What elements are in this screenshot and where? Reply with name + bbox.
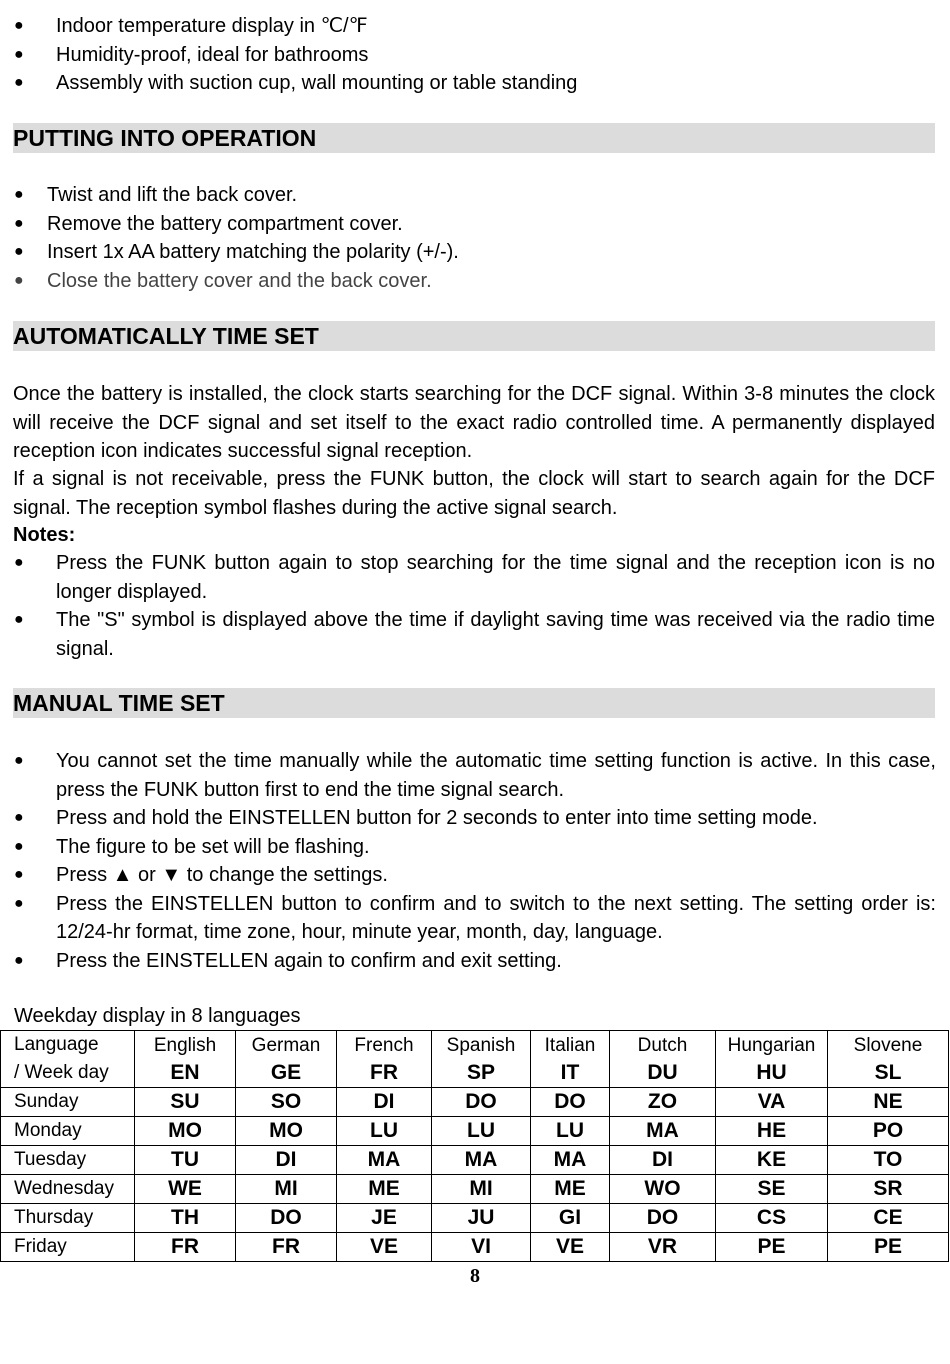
table-row xyxy=(1,1146,949,1175)
weekday-code-cell: DO xyxy=(531,1088,610,1117)
weekday-code-cell: VE xyxy=(337,1233,432,1262)
weekday-code-cell: GI xyxy=(531,1204,610,1233)
bullet-icon: ● xyxy=(14,554,24,571)
weekday-code-cell: CE xyxy=(828,1204,949,1233)
language-header: English EN xyxy=(135,1031,236,1088)
weekday-code-cell: PE xyxy=(716,1233,828,1262)
weekday-code-cell: VI xyxy=(432,1233,531,1262)
weekday-code-cell: DO xyxy=(432,1088,531,1117)
page-number: 8 xyxy=(470,1265,480,1287)
weekday-code-cell: VR xyxy=(610,1233,716,1262)
table-row xyxy=(1,1088,949,1117)
bullet-icon: ● xyxy=(14,45,24,63)
weekday-label: Sunday xyxy=(1,1088,135,1117)
list-item: ● Press the EINSTELLEN button to confirm and to switch to the next setting. The setting order is: 12/24-hr format, time zone, hour, minute year, month, day, language. xyxy=(14,890,936,947)
auto-time-paragraph-2: If a signal is not receivable, press the FUNK button, the clock will start to search again for the DCF signal. The reception symbol flashes during the active signal search. xyxy=(13,468,935,519)
bullet-icon: ● xyxy=(14,866,24,883)
bullet-icon: ● xyxy=(14,611,24,628)
list-item: ● Press ▲ or ▼ to change the settings. xyxy=(14,861,936,890)
weekday-code-cell: TH xyxy=(135,1204,236,1233)
language-header: Italian IT xyxy=(531,1031,610,1088)
bullet-icon: ● xyxy=(14,752,24,769)
section-heading-putting-into-operation: PUTTING INTO OPERATION xyxy=(13,123,935,153)
bullet-icon: ● xyxy=(14,809,24,826)
weekday-code-cell: SO xyxy=(236,1088,337,1117)
weekday-code-cell: MO xyxy=(135,1117,236,1146)
notes-label: Notes: xyxy=(13,524,76,546)
feature-list xyxy=(14,12,934,98)
list-item: ● Twist and lift the back cover. xyxy=(14,181,934,210)
weekday-code-cell: ME xyxy=(337,1175,432,1204)
weekday-code-cell: JE xyxy=(337,1204,432,1233)
list-item: ● Assembly with suction cup, wall mounting or table standing xyxy=(14,69,934,98)
language-header: Spanish SP xyxy=(432,1031,531,1088)
weekday-code-cell: TO xyxy=(828,1146,949,1175)
list-item: ● Press the FUNK button again to stop searching for the time signal and the reception icon is no longer displayed. xyxy=(14,549,935,606)
weekday-code-cell: MA xyxy=(432,1146,531,1175)
list-item: ● Humidity-proof, ideal for bathrooms xyxy=(14,41,934,70)
weekday-label: Thursday xyxy=(1,1204,135,1233)
table-caption: Weekday display in 8 languages xyxy=(14,1005,301,1027)
section-heading-automatic-time-set: AUTOMATICALLY TIME SET xyxy=(13,321,935,351)
list-item: ● Close the battery cover and the back cover. xyxy=(14,267,934,296)
bullet-icon: ● xyxy=(14,74,24,91)
weekday-code-cell: MI xyxy=(432,1175,531,1204)
weekday-code-cell: NE xyxy=(828,1088,949,1117)
weekday-code-cell: LU xyxy=(337,1117,432,1146)
bullet-icon: ● xyxy=(14,17,24,34)
list-item: ● Press and hold the EINSTELLEN button for 2 seconds to enter into time setting mode. xyxy=(14,804,936,833)
corner-cell: Language / Week day xyxy=(1,1031,135,1088)
list-item: ● Remove the battery compartment cover. xyxy=(14,210,934,239)
language-header: German GE xyxy=(236,1031,337,1088)
weekday-label: Wednesday xyxy=(1,1175,135,1204)
weekday-code-cell: DI xyxy=(236,1146,337,1175)
weekday-code-cell: PE xyxy=(828,1233,949,1262)
language-header: Hungarian HU xyxy=(716,1031,828,1088)
table-row xyxy=(1,1204,949,1233)
weekday-table xyxy=(0,1030,949,1262)
weekday-code-cell: HE xyxy=(716,1117,828,1146)
weekday-code-cell: LU xyxy=(432,1117,531,1146)
section-heading-manual-time-set: MANUAL TIME SET xyxy=(13,688,935,718)
bullet-icon: ● xyxy=(14,214,24,232)
table-header-row xyxy=(1,1031,949,1088)
language-header: Slovene SL xyxy=(828,1031,949,1088)
notes-list xyxy=(14,549,935,663)
weekday-label: Monday xyxy=(1,1117,135,1146)
weekday-code-cell: DI xyxy=(610,1146,716,1175)
weekday-code-cell: PO xyxy=(828,1117,949,1146)
weekday-code-cell: SU xyxy=(135,1088,236,1117)
bullet-icon: ● xyxy=(14,271,24,289)
weekday-code-cell: ZO xyxy=(610,1088,716,1117)
weekday-code-cell: VE xyxy=(531,1233,610,1262)
weekday-code-cell: DO xyxy=(236,1204,337,1233)
weekday-code-cell: SR xyxy=(828,1175,949,1204)
list-item: ● Indoor temperature display in ℃/℉ xyxy=(14,12,934,41)
bullet-icon: ● xyxy=(14,951,24,969)
weekday-code-cell: TU xyxy=(135,1146,236,1175)
bullet-icon: ● xyxy=(14,894,24,912)
list-item: ● Insert 1x AA battery matching the polarity (+/-). xyxy=(14,238,934,267)
weekday-label: Tuesday xyxy=(1,1146,135,1175)
weekday-code-cell: MA xyxy=(531,1146,610,1175)
weekday-code-cell: LU xyxy=(531,1117,610,1146)
weekday-code-cell: MA xyxy=(337,1146,432,1175)
table-row xyxy=(1,1233,949,1262)
weekday-code-cell: SE xyxy=(716,1175,828,1204)
weekday-code-cell: WO xyxy=(610,1175,716,1204)
operation-steps xyxy=(14,181,934,295)
list-item: ● The "S" symbol is displayed above the time if daylight saving time was received via the radio time signal. xyxy=(14,606,935,663)
bullet-icon: ● xyxy=(14,837,24,855)
table-row xyxy=(1,1117,949,1146)
weekday-code-cell: DO xyxy=(610,1204,716,1233)
list-item: ● You cannot set the time manually while the automatic time setting function is active. In this case, press the FUNK button first to end the time signal search. xyxy=(14,747,936,804)
weekday-code-cell: ME xyxy=(531,1175,610,1204)
auto-time-paragraph-1: Once the battery is installed, the clock starts searching for the DCF signal. Within 3-8 minutes the clock will receive the DCF signal and set itself to the exact radio controlled time. A permanently displayed reception icon indicates successful signal reception. xyxy=(13,383,935,462)
weekday-label: Friday xyxy=(1,1233,135,1262)
list-item: ● Press the EINSTELLEN again to confirm and exit setting. xyxy=(14,947,936,976)
bullet-icon: ● xyxy=(14,186,24,203)
language-header: French FR xyxy=(337,1031,432,1088)
weekday-code-cell: CS xyxy=(716,1204,828,1233)
weekday-code-cell: WE xyxy=(135,1175,236,1204)
table-row xyxy=(1,1175,949,1204)
weekday-code-cell: DI xyxy=(337,1088,432,1117)
weekday-code-cell: MO xyxy=(236,1117,337,1146)
language-header: Dutch DU xyxy=(610,1031,716,1088)
weekday-code-cell: JU xyxy=(432,1204,531,1233)
weekday-code-cell: KE xyxy=(716,1146,828,1175)
weekday-code-cell: VA xyxy=(716,1088,828,1117)
bullet-icon: ● xyxy=(14,243,24,260)
weekday-code-cell: FR xyxy=(135,1233,236,1262)
weekday-code-cell: FR xyxy=(236,1233,337,1262)
weekday-code-cell: MI xyxy=(236,1175,337,1204)
list-item: ● The figure to be set will be flashing. xyxy=(14,833,936,862)
manual-steps xyxy=(14,747,936,975)
weekday-code-cell: MA xyxy=(610,1117,716,1146)
